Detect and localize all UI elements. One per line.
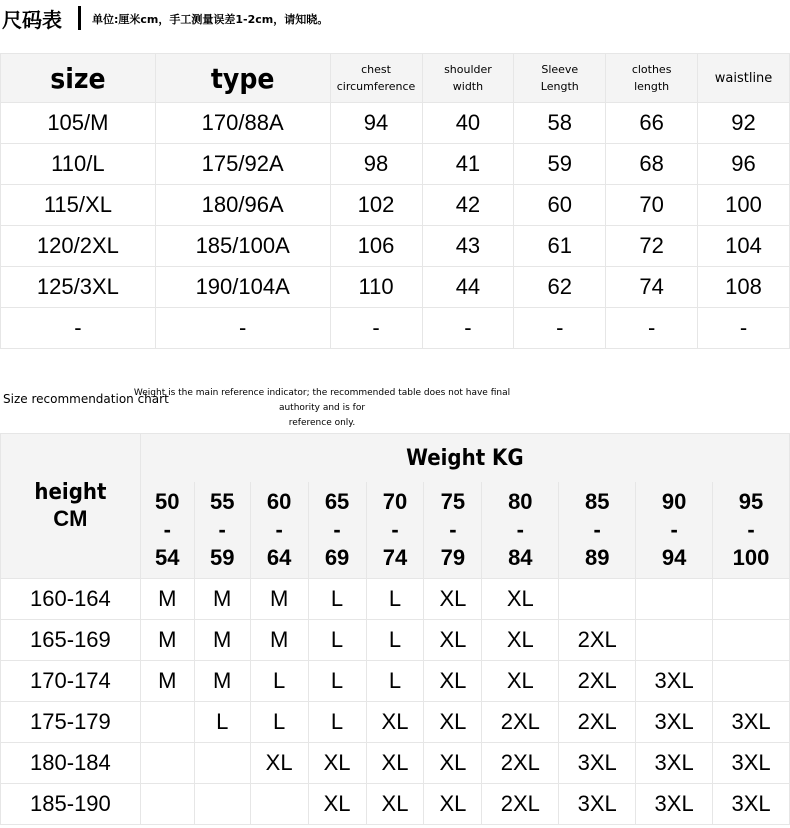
recommended-size-cell: L xyxy=(308,661,366,702)
weight-range-part: - xyxy=(275,517,283,542)
size-table-cell: 70 xyxy=(606,185,698,226)
size-table-cell: 180/96A xyxy=(155,185,330,226)
recommended-size-cell: 2XL xyxy=(559,620,636,661)
size-column-header-line: Sleeve xyxy=(541,63,579,76)
weight-range-header xyxy=(713,482,790,579)
weight-range-part: 50 xyxy=(155,489,180,514)
recommendation-row xyxy=(1,743,790,784)
recommendation-body xyxy=(1,579,790,825)
weight-range-header xyxy=(140,482,194,579)
height-label: height xyxy=(34,480,107,505)
weight-range-part: 55 xyxy=(209,489,235,514)
size-table-cell: - xyxy=(514,308,606,349)
weight-range-header xyxy=(308,482,366,579)
size-table-cell: 59 xyxy=(514,144,606,185)
recommended-size-cell: 3XL xyxy=(636,702,713,743)
weight-range-header xyxy=(482,482,559,579)
size-table-cell: 104 xyxy=(698,226,790,267)
height-range-cell: 165-169 xyxy=(1,620,141,661)
recommended-size-cell: 2XL xyxy=(559,661,636,702)
size-table-cell: 115/XL xyxy=(1,185,156,226)
recommended-size-cell: 3XL xyxy=(636,743,713,784)
size-table-cell: 100 xyxy=(698,185,790,226)
title-bar xyxy=(0,0,790,36)
weight-range-part: - xyxy=(449,517,457,542)
size-column-header-line: width xyxy=(452,80,484,93)
size-table-cell: 60 xyxy=(514,185,606,226)
weight-range-part: 95 xyxy=(738,489,764,514)
height-header xyxy=(1,434,141,579)
weight-range-header xyxy=(366,482,424,579)
recommended-size-cell xyxy=(559,579,636,620)
size-column-header-line: waistline xyxy=(714,70,773,86)
size-column-header-line: type xyxy=(210,61,275,95)
weight-range-header xyxy=(424,482,482,579)
recommended-size-cell: 3XL xyxy=(713,702,790,743)
size-table-cell: 185/100A xyxy=(155,226,330,267)
size-column-header xyxy=(606,54,698,103)
recommended-size-cell: M xyxy=(194,661,250,702)
recommendation-row xyxy=(1,702,790,743)
recommended-size-cell: M xyxy=(140,579,194,620)
size-table-cell: 66 xyxy=(606,103,698,144)
size-table-cell: - xyxy=(1,308,156,349)
size-column-header xyxy=(422,54,514,103)
size-table-cell: - xyxy=(698,308,790,349)
size-table-cell: 92 xyxy=(698,103,790,144)
size-table-cell: 105/M xyxy=(1,103,156,144)
size-table-cell: 110 xyxy=(330,267,422,308)
weight-range-part: 75 xyxy=(440,489,466,514)
recommended-size-cell xyxy=(194,784,250,825)
weight-range-header xyxy=(194,482,250,579)
recommended-size-cell: XL xyxy=(424,784,482,825)
size-table-cell: 61 xyxy=(514,226,606,267)
size-table-cell: - xyxy=(155,308,330,349)
size-table-cell: 108 xyxy=(698,267,790,308)
weight-range-part: 70 xyxy=(382,489,408,514)
recommended-size-cell xyxy=(636,579,713,620)
recommended-size-cell: XL xyxy=(424,620,482,661)
recommended-size-cell: 3XL xyxy=(713,784,790,825)
weight-range-part: 84 xyxy=(508,545,533,570)
recommendation-header-top xyxy=(1,434,790,483)
size-table-cell: 72 xyxy=(606,226,698,267)
size-table-cell: 62 xyxy=(514,267,606,308)
weight-range-part: 94 xyxy=(661,545,687,570)
recommendation-row xyxy=(1,661,790,702)
recommended-size-cell: XL xyxy=(366,702,424,743)
recommended-size-cell: XL xyxy=(308,784,366,825)
page-title: 尺码表 xyxy=(2,8,62,32)
size-table-row xyxy=(1,267,790,308)
size-table-row xyxy=(1,103,790,144)
recommended-size-cell: XL xyxy=(424,702,482,743)
recommended-size-cell: L xyxy=(250,702,308,743)
size-table-cell: 96 xyxy=(698,144,790,185)
size-column-header-line: chest xyxy=(361,63,391,76)
recommendation-note xyxy=(122,386,522,431)
size-column-header-line: shoulder xyxy=(444,63,492,76)
recommended-size-cell xyxy=(713,579,790,620)
weight-range-part: - xyxy=(593,517,601,542)
recommended-size-cell: 2XL xyxy=(482,743,559,784)
recommended-size-cell: XL xyxy=(482,661,559,702)
size-table-row xyxy=(1,308,790,349)
weight-range-part: - xyxy=(333,517,341,542)
weight-range-header xyxy=(559,482,636,579)
recommendation-note-line: Weight is the main reference indicator; the recommended table does not have final authority and is for xyxy=(133,388,511,413)
size-table-cell: 175/92A xyxy=(155,144,330,185)
recommended-size-cell: M xyxy=(194,579,250,620)
recommended-size-cell: 3XL xyxy=(636,661,713,702)
recommended-size-cell xyxy=(636,620,713,661)
recommended-size-cell: M xyxy=(194,620,250,661)
size-column-header xyxy=(330,54,422,103)
height-range-cell: 175-179 xyxy=(1,702,141,743)
size-column-header xyxy=(514,54,606,103)
recommended-size-cell xyxy=(140,702,194,743)
recommendation-row xyxy=(1,620,790,661)
recommended-size-cell: XL xyxy=(366,784,424,825)
recommendation-table xyxy=(0,433,790,825)
recommended-size-cell: XL xyxy=(424,661,482,702)
height-range-cell: 185-190 xyxy=(1,784,141,825)
recommended-size-cell: L xyxy=(194,702,250,743)
size-table-cell: 74 xyxy=(606,267,698,308)
recommended-size-cell: 3XL xyxy=(636,784,713,825)
size-table-row xyxy=(1,144,790,185)
height-range-cell: 170-174 xyxy=(1,661,141,702)
size-column-header-line: length xyxy=(634,80,670,93)
weight-range-part: 100 xyxy=(732,545,770,570)
size-column-header-line: Length xyxy=(540,80,579,93)
recommended-size-cell: XL xyxy=(424,743,482,784)
recommended-size-cell: M xyxy=(250,579,308,620)
recommended-size-cell: 2XL xyxy=(559,702,636,743)
size-table-cell: 43 xyxy=(422,226,514,267)
recommended-size-cell xyxy=(194,743,250,784)
size-column-header xyxy=(698,54,790,103)
weight-range-part: - xyxy=(163,517,171,542)
weight-range-part: 90 xyxy=(661,489,687,514)
size-column-header-line: size xyxy=(50,61,106,95)
size-table-cell: - xyxy=(330,308,422,349)
weight-range-part: 59 xyxy=(209,545,235,570)
recommended-size-cell: XL xyxy=(366,743,424,784)
recommendation-note-line: reference only. xyxy=(288,418,356,428)
size-column-header-line: circumference xyxy=(336,80,416,93)
recommended-size-cell: 2XL xyxy=(482,784,559,825)
recommended-size-cell xyxy=(713,620,790,661)
size-table-cell: 106 xyxy=(330,226,422,267)
size-table-cell: - xyxy=(606,308,698,349)
weight-range-part: - xyxy=(747,517,755,542)
recommended-size-cell: L xyxy=(308,579,366,620)
recommended-size-cell: L xyxy=(308,702,366,743)
size-table-row xyxy=(1,185,790,226)
weight-title: Weight KG xyxy=(140,434,789,483)
weight-range-part: - xyxy=(391,517,399,542)
recommendation-row xyxy=(1,784,790,825)
recommended-size-cell: L xyxy=(366,579,424,620)
weight-range-part: 65 xyxy=(324,489,350,514)
recommended-size-cell: M xyxy=(250,620,308,661)
weight-range-part: 60 xyxy=(266,489,292,514)
measurement-note: 单位:厘米cm，手工测量误差1-2cm，请知晓。 xyxy=(92,13,329,26)
size-table-cell: 58 xyxy=(514,103,606,144)
size-table-header xyxy=(1,54,790,103)
recommendation-label: Size recommendation chart xyxy=(3,392,169,406)
recommended-size-cell: L xyxy=(308,620,366,661)
weight-range-part: 69 xyxy=(324,545,350,570)
recommended-size-cell: 3XL xyxy=(713,743,790,784)
recommended-size-cell xyxy=(140,784,194,825)
recommended-size-cell: L xyxy=(366,661,424,702)
recommended-size-cell: M xyxy=(140,661,194,702)
size-table-cell: 68 xyxy=(606,144,698,185)
size-table-cell: - xyxy=(422,308,514,349)
height-unit: CM xyxy=(53,506,88,531)
height-range-cell: 160-164 xyxy=(1,579,141,620)
size-table-row xyxy=(1,226,790,267)
size-table xyxy=(0,53,790,349)
size-table-cell: 42 xyxy=(422,185,514,226)
recommended-size-cell: M xyxy=(140,620,194,661)
recommended-size-cell: XL xyxy=(250,743,308,784)
weight-range-part: 64 xyxy=(266,545,292,570)
size-table-cell: 120/2XL xyxy=(1,226,156,267)
size-table-cell: 98 xyxy=(330,144,422,185)
recommended-size-cell: XL xyxy=(482,620,559,661)
size-table-cell: 125/3XL xyxy=(1,267,156,308)
weight-range-part: 54 xyxy=(155,545,180,570)
recommended-size-cell: L xyxy=(250,661,308,702)
size-column-header xyxy=(155,54,330,103)
recommended-size-cell: 3XL xyxy=(559,743,636,784)
recommended-size-cell: 2XL xyxy=(482,702,559,743)
height-range-cell: 180-184 xyxy=(1,743,141,784)
recommended-size-cell: 3XL xyxy=(559,784,636,825)
weight-range-part: - xyxy=(670,517,678,542)
recommendation-row xyxy=(1,579,790,620)
recommended-size-cell: XL xyxy=(424,579,482,620)
size-table-cell: 110/L xyxy=(1,144,156,185)
weight-range-part: - xyxy=(218,517,226,542)
recommended-size-cell: L xyxy=(366,620,424,661)
weight-range-header xyxy=(250,482,308,579)
recommended-size-cell xyxy=(140,743,194,784)
size-column-header xyxy=(1,54,156,103)
size-table-cell: 102 xyxy=(330,185,422,226)
recommended-size-cell: XL xyxy=(308,743,366,784)
recommended-size-cell: XL xyxy=(482,579,559,620)
weight-range-header xyxy=(636,482,713,579)
weight-range-part: 89 xyxy=(584,545,610,570)
weight-range-part: 80 xyxy=(508,489,533,514)
size-table-cell: 94 xyxy=(330,103,422,144)
recommended-size-cell xyxy=(250,784,308,825)
size-table-cell: 170/88A xyxy=(155,103,330,144)
weight-range-part: 79 xyxy=(440,545,466,570)
size-table-cell: 44 xyxy=(422,267,514,308)
recommended-size-cell xyxy=(713,661,790,702)
weight-range-part: - xyxy=(516,517,524,542)
title-divider xyxy=(78,6,81,30)
size-table-cell: 40 xyxy=(422,103,514,144)
size-table-body xyxy=(1,103,790,349)
weight-range-part: 85 xyxy=(584,489,610,514)
size-table-cell: 190/104A xyxy=(155,267,330,308)
size-table-cell: 41 xyxy=(422,144,514,185)
weight-range-part: 74 xyxy=(382,545,408,570)
size-column-header-line: clothes xyxy=(631,63,672,76)
